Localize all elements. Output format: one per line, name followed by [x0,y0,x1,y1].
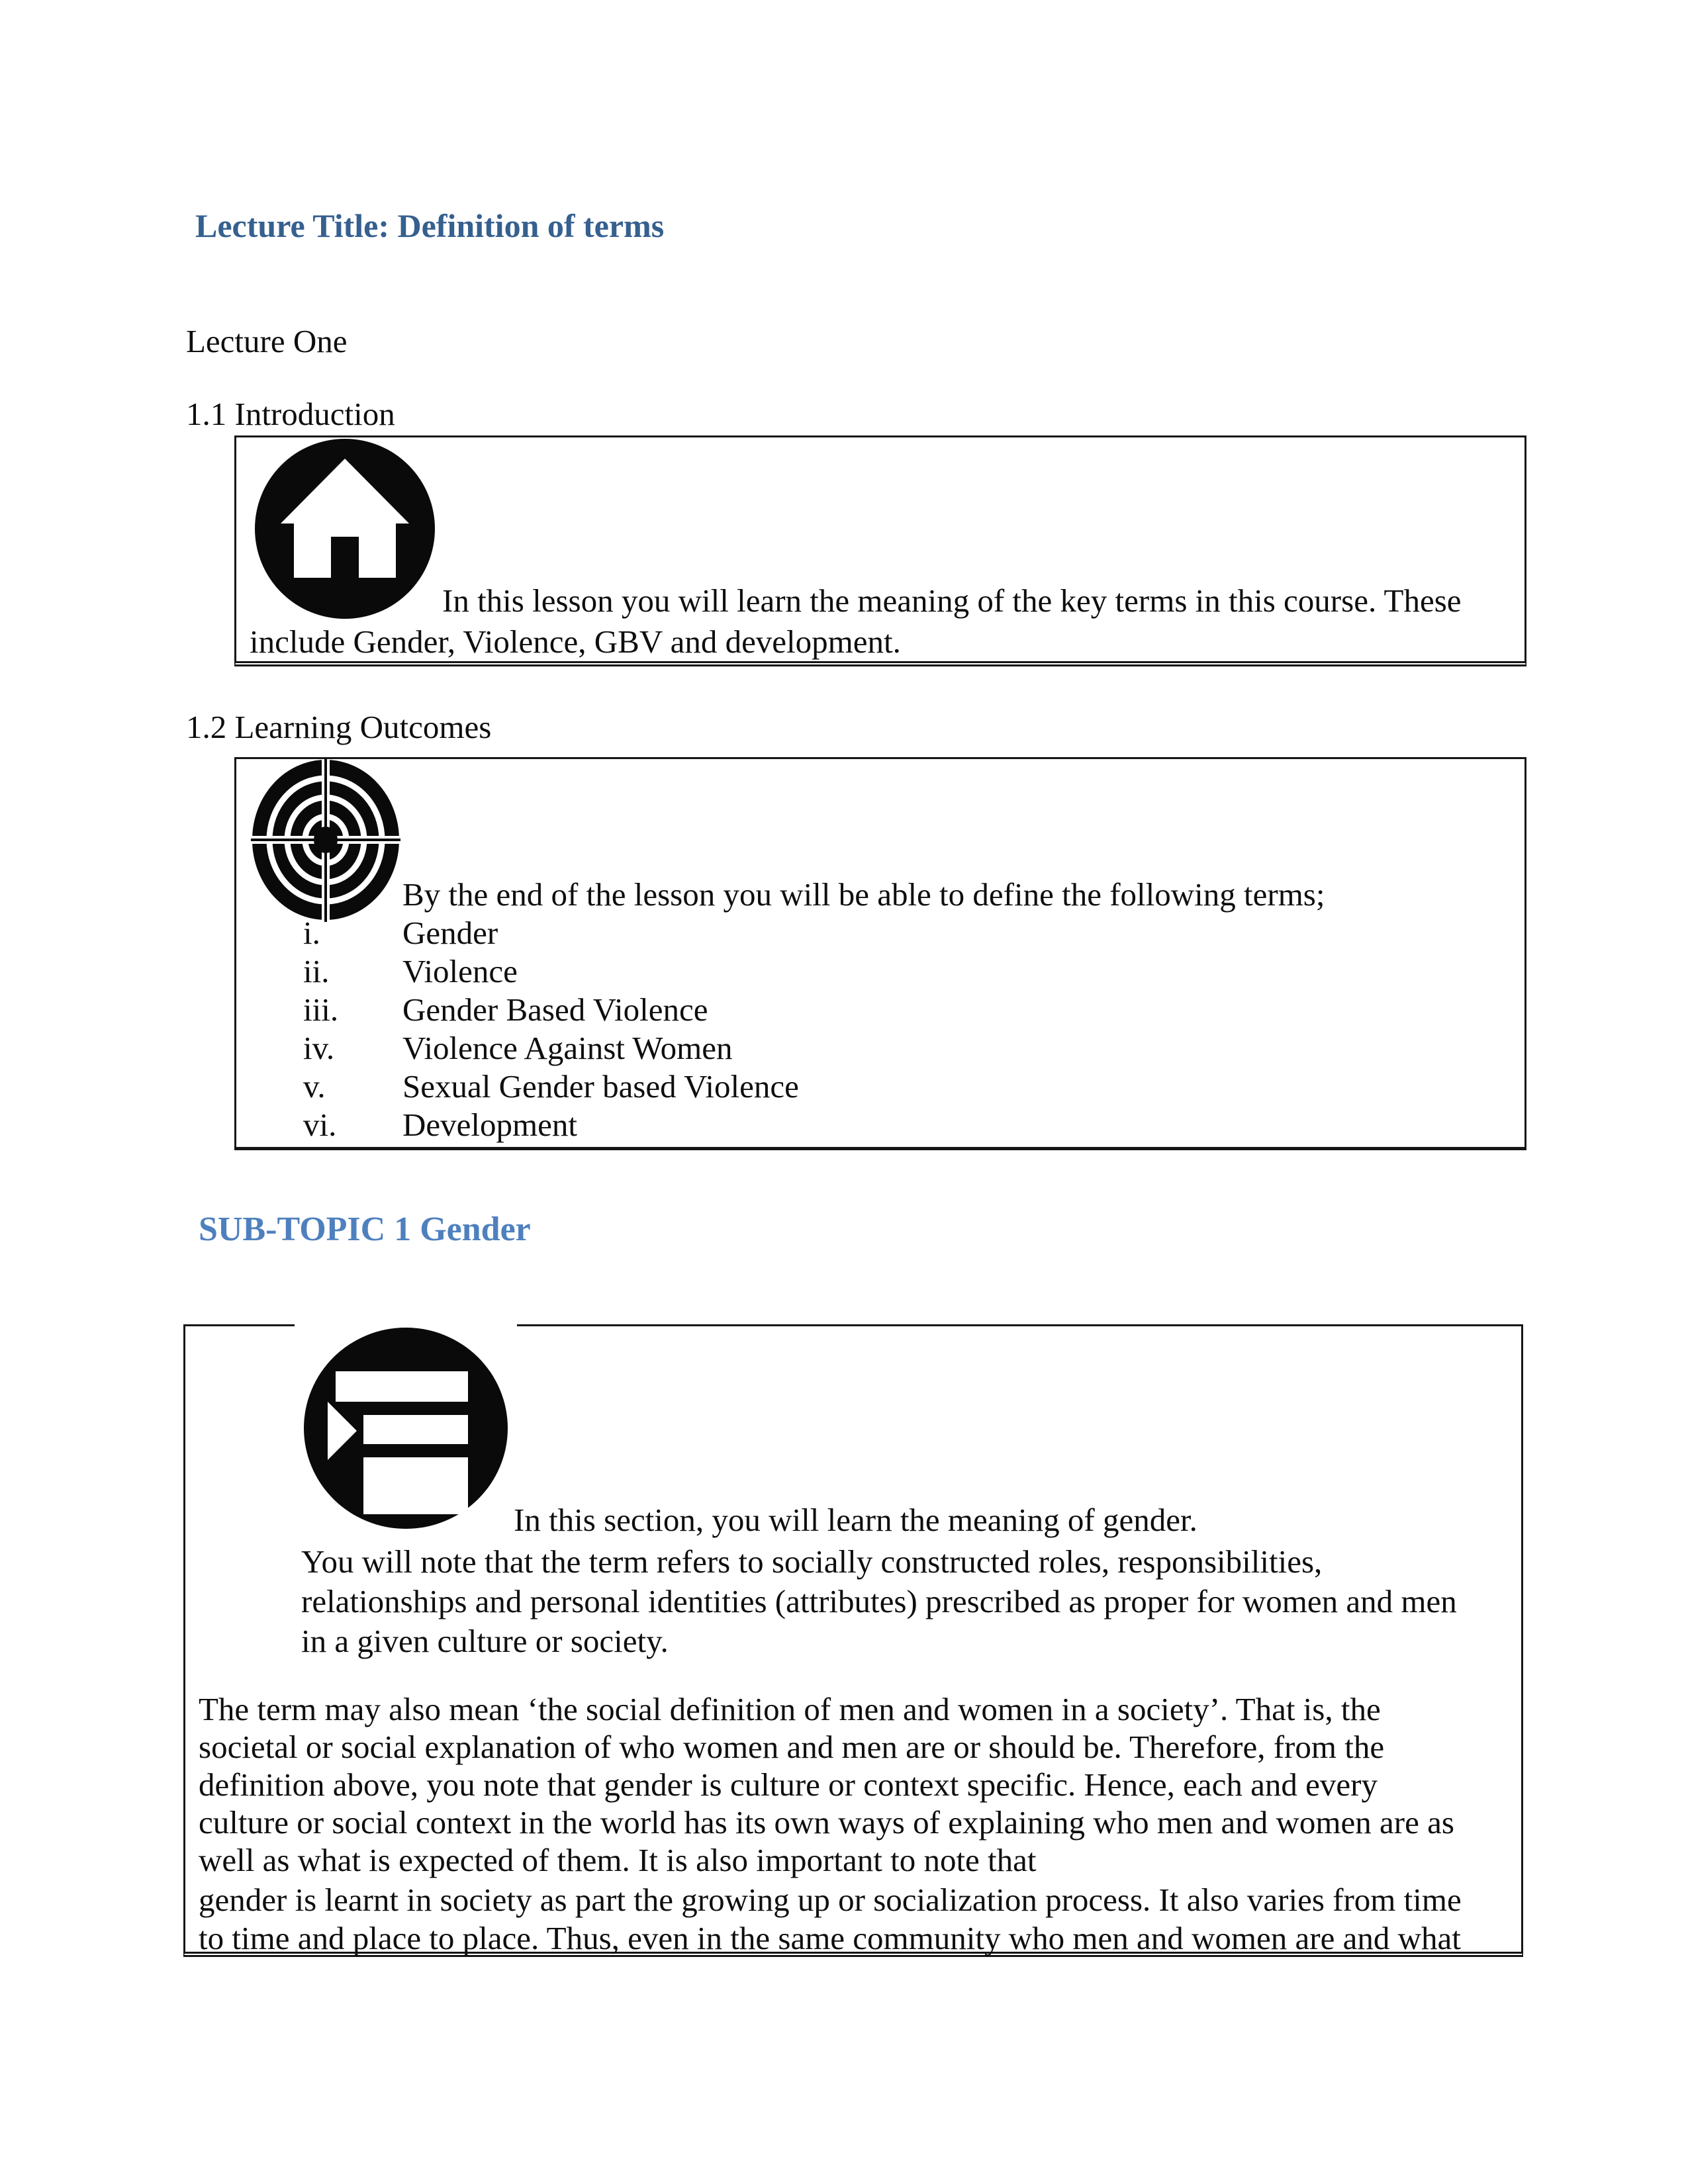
gender-line-4: in a given culture or society. [301,1623,669,1659]
notes-list-icon [295,1321,517,1534]
intro-line-2: include Gender, Violence, GBV and development. [250,623,901,660]
list-item-label: Violence [402,953,518,989]
list-item-label: Gender [402,915,498,951]
home-icon [253,437,438,621]
outcomes-intro: By the end of the lesson you will be able to define the following terms; [402,876,1325,913]
paragraph-line: The term may also mean ‘the social definition of men and women in a society’. That is, the [199,1691,1381,1727]
gender-line-1: In this section, you will learn the meaning of gender. [514,1502,1197,1538]
paragraph-line: to time and place to place. Thus, even in the same community who men and women are and what [199,1920,1461,1956]
section-1-2-heading: 1.2 Learning Outcomes [186,709,492,745]
list-item-label: Gender Based Violence [402,991,708,1028]
list-item-label: Sexual Gender based Violence [402,1068,799,1105]
paragraph-line: well as what is expected of them. It is also important to note that [199,1842,1037,1878]
list-item-numeral: iv. [303,1030,335,1066]
target-icon [251,759,400,922]
list-item-label: Development [402,1107,577,1143]
paragraph-line: societal or social explanation of who women and men are or should be. Therefore, from the [199,1729,1385,1765]
paragraph-line: gender is learnt in society as part the growing up or socialization process. It also varies from time [199,1882,1462,1918]
paragraph-line: culture or social context in the world has its own ways of explaining who men and women are as [199,1804,1454,1841]
list-item-numeral: v. [303,1068,326,1105]
list-item-numeral: i. [303,915,320,951]
list-item-label: Violence Against Women [402,1030,733,1066]
section-1-1-heading: 1.1 Introduction [186,396,395,432]
subtopic-heading: SUB-TOPIC 1 Gender [199,1210,531,1248]
list-item-numeral: vi. [303,1107,337,1143]
gender-line-2: You will note that the term refers to socially constructed roles, responsibilities, [301,1543,1323,1580]
page-title: Lecture Title: Definition of terms [195,207,665,244]
paragraph-line: definition above, you note that gender is culture or context specific. Hence, each and every [199,1766,1378,1803]
list-item-numeral: iii. [303,991,339,1028]
gender-line-3: relationships and personal identities (attributes) prescribed as proper for women and men [301,1583,1457,1619]
intro-line-1: In this lesson you will learn the meaning of the key terms in this course. These [442,582,1462,619]
list-item-numeral: ii. [303,953,330,989]
lecture-heading: Lecture One [186,323,348,359]
